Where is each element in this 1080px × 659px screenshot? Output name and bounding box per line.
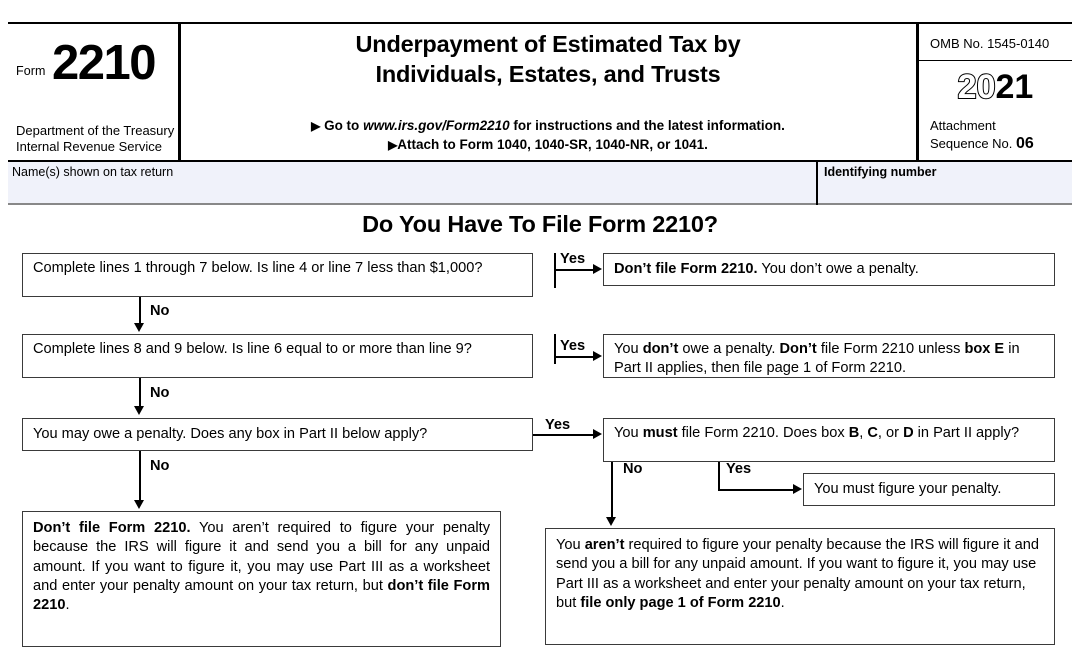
answer-3-b3: C bbox=[867, 425, 878, 441]
answer-3-t5: in Part II apply? bbox=[913, 425, 1020, 441]
attachment-label: Attachment bbox=[930, 118, 996, 133]
form-title-line-1: Underpayment of Estimated Tax by bbox=[355, 31, 741, 57]
flow-box-final-right bbox=[545, 528, 1055, 645]
arrowhead-q2-no bbox=[134, 406, 144, 415]
attach-text: Attach to Form 1040, 1040-SR, 1040-NR, or 1041. bbox=[397, 137, 708, 152]
question-1-text: Complete lines 1 through 7 below. Is line 4 or line 7 less than $1,000? bbox=[33, 260, 483, 276]
tax-year bbox=[919, 70, 1072, 104]
form-title-line-2: Individuals, Estates, and Trusts bbox=[375, 60, 721, 87]
arrowhead-q3-yes bbox=[593, 429, 602, 439]
answer-3-t2: file Form 2210. Does box bbox=[677, 425, 849, 441]
connector-a3-yes-horizontal bbox=[718, 489, 796, 491]
omb-number: OMB No. 1545-0140 bbox=[930, 36, 1050, 51]
answer-2-b1: don’t bbox=[642, 341, 679, 357]
branch-label-no-4: No bbox=[623, 461, 643, 477]
arrowhead-a3-no bbox=[606, 517, 616, 526]
final-left-t2: . bbox=[65, 597, 70, 613]
branch-label-no-3: No bbox=[150, 458, 170, 474]
final-left-b1: Don’t file Form 2210. bbox=[33, 520, 191, 536]
goto-suffix: for instructions and the latest information. bbox=[513, 118, 785, 133]
arrowhead-a3-yes bbox=[793, 484, 802, 494]
final-right-t2: required to figure your penalty because the IRS will figure it and send you a bill for any unpaid amount. If you want to figure it, you may use Part III as a worksheet and enter your penalty amount on your tax return, but bbox=[556, 537, 1039, 611]
header-left-divider bbox=[178, 24, 181, 160]
connector-q1-no-vertical bbox=[139, 297, 141, 325]
header-top-rule bbox=[8, 22, 1072, 24]
answer-3-b4: D bbox=[903, 425, 914, 441]
connector-q3-yes-horizontal bbox=[533, 434, 594, 436]
answer-2-t2: owe a penalty. bbox=[678, 341, 780, 357]
right-triangle-icon: ▶ bbox=[311, 119, 321, 133]
branch-label-yes-2: Yes bbox=[560, 338, 586, 354]
answer-1-bold: Don’t file Form 2210. bbox=[614, 261, 758, 278]
question-3-text: You may owe a penalty. Does any box in Part II below apply? bbox=[33, 426, 428, 443]
form-header bbox=[8, 22, 1072, 160]
identifying-number-label: Identifying number bbox=[824, 165, 937, 179]
answer-2-t1: You bbox=[614, 341, 643, 357]
branch-label-no-1: No bbox=[150, 303, 170, 319]
form-word-label: Form bbox=[16, 64, 46, 78]
name-field-label: Name(s) shown on tax return bbox=[12, 165, 174, 179]
tax-year-suffix: 21 bbox=[995, 68, 1034, 106]
answer-2-b3: box E bbox=[964, 341, 1005, 357]
flow-box-question-2 bbox=[22, 334, 533, 378]
flow-box-answer-3 bbox=[603, 418, 1055, 462]
flow-box-answer-4 bbox=[803, 473, 1055, 506]
answer-3-t1: You bbox=[614, 425, 643, 441]
department-line-1: Department of the Treasury bbox=[16, 123, 175, 138]
connector-q2-yes-stub bbox=[554, 334, 556, 364]
branch-label-yes-1: Yes bbox=[560, 251, 586, 267]
sequence-label: Sequence No. bbox=[930, 136, 1013, 151]
connector-a3-no-vertical bbox=[611, 462, 613, 518]
final-right-t3: . bbox=[780, 594, 785, 611]
final-right-b2: file only page 1 of Form 2210 bbox=[580, 594, 781, 611]
branch-label-no-2: No bbox=[150, 385, 170, 401]
attach-instruction-line bbox=[183, 137, 913, 152]
answer-2-t4: in Part II applies, then file page 1 of Form 2210. bbox=[614, 341, 1020, 377]
goto-prefix: Go to bbox=[324, 118, 360, 133]
branch-label-yes-3: Yes bbox=[545, 417, 571, 433]
omb-divider-rule bbox=[919, 60, 1072, 61]
flow-box-question-1 bbox=[22, 253, 533, 297]
arrowhead-q3-no bbox=[134, 500, 144, 509]
right-triangle-icon: ▶ bbox=[388, 138, 398, 152]
answer-3-t3: , bbox=[859, 425, 868, 441]
connector-q2-no-vertical bbox=[139, 378, 141, 408]
answer-3-t4: , or bbox=[877, 425, 904, 441]
flow-box-question-3 bbox=[22, 418, 533, 451]
final-right-t1: You bbox=[556, 537, 585, 553]
connector-q2-yes-horizontal bbox=[554, 356, 594, 358]
goto-instruction-line bbox=[183, 118, 913, 133]
arrowhead-q1-no bbox=[134, 323, 144, 332]
goto-url[interactable]: www.irs.gov/Form2210 bbox=[363, 118, 510, 133]
flow-box-answer-2 bbox=[603, 334, 1055, 378]
form-number: 2210 bbox=[52, 36, 156, 90]
connector-q1-yes-horizontal bbox=[554, 269, 594, 271]
final-right-b1: aren’t bbox=[584, 537, 625, 553]
attachment-sequence bbox=[930, 135, 1034, 153]
sequence-number: 06 bbox=[1016, 135, 1034, 152]
name-row-divider bbox=[816, 162, 818, 205]
flow-box-answer-1 bbox=[603, 253, 1055, 286]
connector-a3-yes-vertical bbox=[718, 462, 720, 490]
connector-q3-no-vertical bbox=[139, 451, 141, 501]
arrowhead-q2-yes bbox=[593, 351, 602, 361]
name-identifying-row bbox=[8, 160, 1072, 205]
answer-3-b1: must bbox=[642, 425, 678, 441]
final-left-t1: You aren’t required to figure your penalty because the IRS will figure it and send you a bill for any unpaid amount. If you want to figure it, you may use Part III as a worksheet and enter your penalty amount on your tax return, but bbox=[33, 520, 490, 594]
flow-box-final-left bbox=[22, 511, 501, 647]
branch-label-yes-4: Yes bbox=[726, 461, 752, 477]
answer-3-b2: B bbox=[848, 425, 860, 441]
answer-4-text: You must figure your penalty. bbox=[814, 481, 1002, 498]
final-left-b2: don’t file Form 2210 bbox=[33, 577, 491, 613]
tax-year-prefix: 20 bbox=[957, 68, 996, 106]
question-2-text: Complete lines 8 and 9 below. Is line 6 equal to or more than line 9? bbox=[33, 341, 472, 357]
answer-2-t3: file Form 2210 unless bbox=[816, 341, 965, 357]
form-title bbox=[183, 30, 913, 90]
arrowhead-q1-yes bbox=[593, 264, 602, 274]
answer-2-b2: Don’t bbox=[779, 341, 817, 357]
department-line-2: Internal Revenue Service bbox=[16, 139, 162, 154]
answer-1-rest: You don’t owe a penalty. bbox=[757, 261, 919, 278]
flowchart-title: Do You Have To File Form 2210? bbox=[362, 211, 718, 237]
